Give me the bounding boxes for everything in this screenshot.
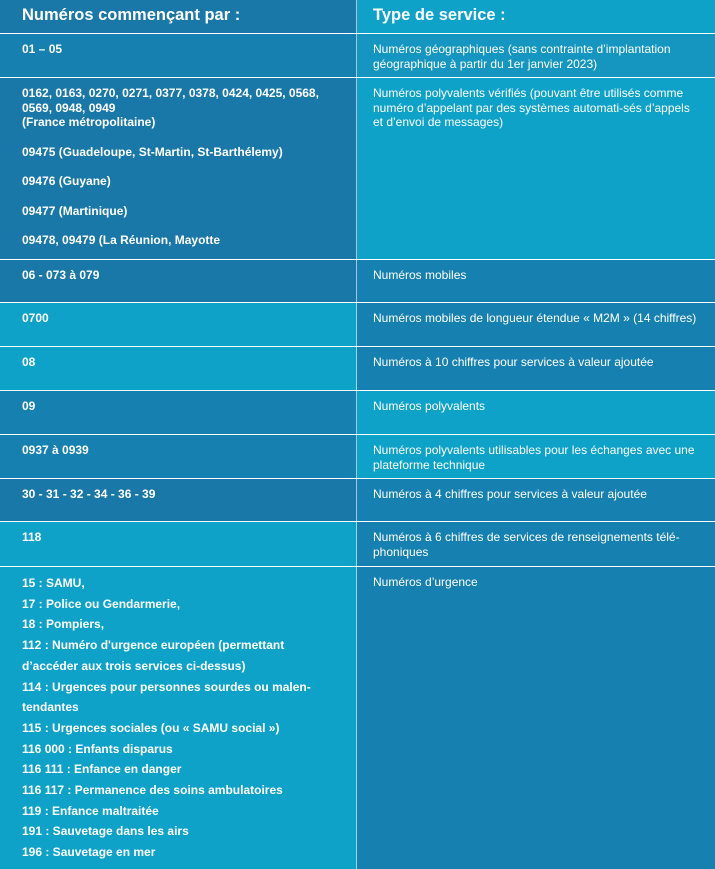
prefix-cell: 118: [0, 522, 357, 566]
prefix-line: d’accéder aux trois services ci-dessus): [22, 658, 246, 673]
prefix-cell: [0, 567, 357, 869]
service-cell: Numéros d’urgence: [357, 567, 715, 869]
prefix-cell: 08: [0, 347, 357, 390]
service-cell: Numéros mobiles: [357, 260, 715, 302]
prefix-line: 114 : Urgences pour personnes sourdes ou malen-: [22, 679, 311, 694]
prefix-cell: 30 - 31 - 32 - 34 - 36 - 39: [0, 479, 357, 521]
header-prefix: Numéros commençant par :: [0, 0, 357, 33]
service-cell: Numéros à 10 chiffres pour services à valeur ajoutée: [357, 347, 715, 390]
prefix-line: 112 : Numéro d'urgence européen (permettant: [22, 638, 285, 653]
table-row: [0, 78, 715, 260]
prefix-cell: [0, 78, 357, 259]
prefix-line: 116 111 : Enfance en danger: [22, 762, 182, 777]
service-cell: Numéros polyvalents vérifiés (pouvant être utilisés comme numéro d’appelant par des systèmes automati-sés d’appels et d’envoi de messages): [357, 78, 715, 259]
prefix-line: 0569, 0948, 0949: [22, 100, 116, 115]
table-header: [0, 0, 715, 34]
prefix-line: 15 : SAMU,: [22, 576, 85, 590]
prefix-cell: 06 - 073 à 079: [0, 260, 357, 302]
prefix-line: 119 : Enfance maltraitée: [22, 803, 159, 818]
table-row: [0, 435, 715, 479]
prefix-line: 09476 (Guyane): [22, 174, 111, 188]
table-row: [0, 522, 715, 567]
prefix-line: 196 : Sauvetage en mer: [22, 845, 156, 860]
prefix-cell: 01 – 05: [0, 34, 357, 77]
service-cell: Numéros polyvalents utilisables pour les échanges avec une plateforme technique: [357, 435, 715, 478]
service-cell: Numéros polyvalents: [357, 391, 715, 434]
service-cell: Numéros à 6 chiffres de services de renseignements télé-phoniques: [357, 522, 715, 566]
table-row: [0, 260, 715, 303]
prefix-line: 0162, 0163, 0270, 0271, 0377, 0378, 0424, 0425, 0568,: [22, 86, 319, 100]
prefix-line: 09475 (Guadeloupe, St-Martin, St-Barthélemy): [22, 144, 283, 159]
prefix-line: 115 : Urgences sociales (ou « SAMU social »): [22, 720, 280, 735]
table-row: [0, 303, 715, 347]
service-cell: Numéros mobiles de longueur étendue « M2M » (14 chiffres): [357, 303, 715, 346]
prefix-cell: 09: [0, 391, 357, 434]
prefix-line: tendantes: [22, 700, 79, 715]
prefix-line: 18 : Pompiers,: [22, 617, 105, 632]
prefix-line: 09477 (Martinique): [22, 203, 128, 218]
table-row: [0, 479, 715, 522]
table-row: [0, 391, 715, 435]
prefix-line: 09478, 09479 (La Réunion, Mayotte: [22, 233, 221, 247]
prefix-cell: 0937 à 0939: [0, 435, 357, 478]
prefix-cell: 0700: [0, 303, 357, 346]
table-row: [0, 347, 715, 391]
prefix-line: 116 117 : Permanence des soins ambulatoires: [22, 783, 283, 798]
prefix-line: 191 : Sauvetage dans les airs: [22, 824, 189, 839]
table-row: [0, 567, 715, 869]
service-cell: Numéros géographiques (sans contrainte d’implantation géographique à partir du 1er janvier 2023): [357, 34, 715, 77]
table-row: [0, 34, 715, 78]
service-cell: Numéros à 4 chiffres pour services à valeur ajoutée: [357, 479, 715, 521]
prefix-line: (France métropolitaine): [22, 115, 156, 129]
header-service-type: Type de service :: [357, 0, 715, 33]
prefix-line: 17 : Police ou Gendarmerie,: [22, 596, 181, 611]
prefix-line: 116 000 : Enfants disparus: [22, 741, 173, 756]
